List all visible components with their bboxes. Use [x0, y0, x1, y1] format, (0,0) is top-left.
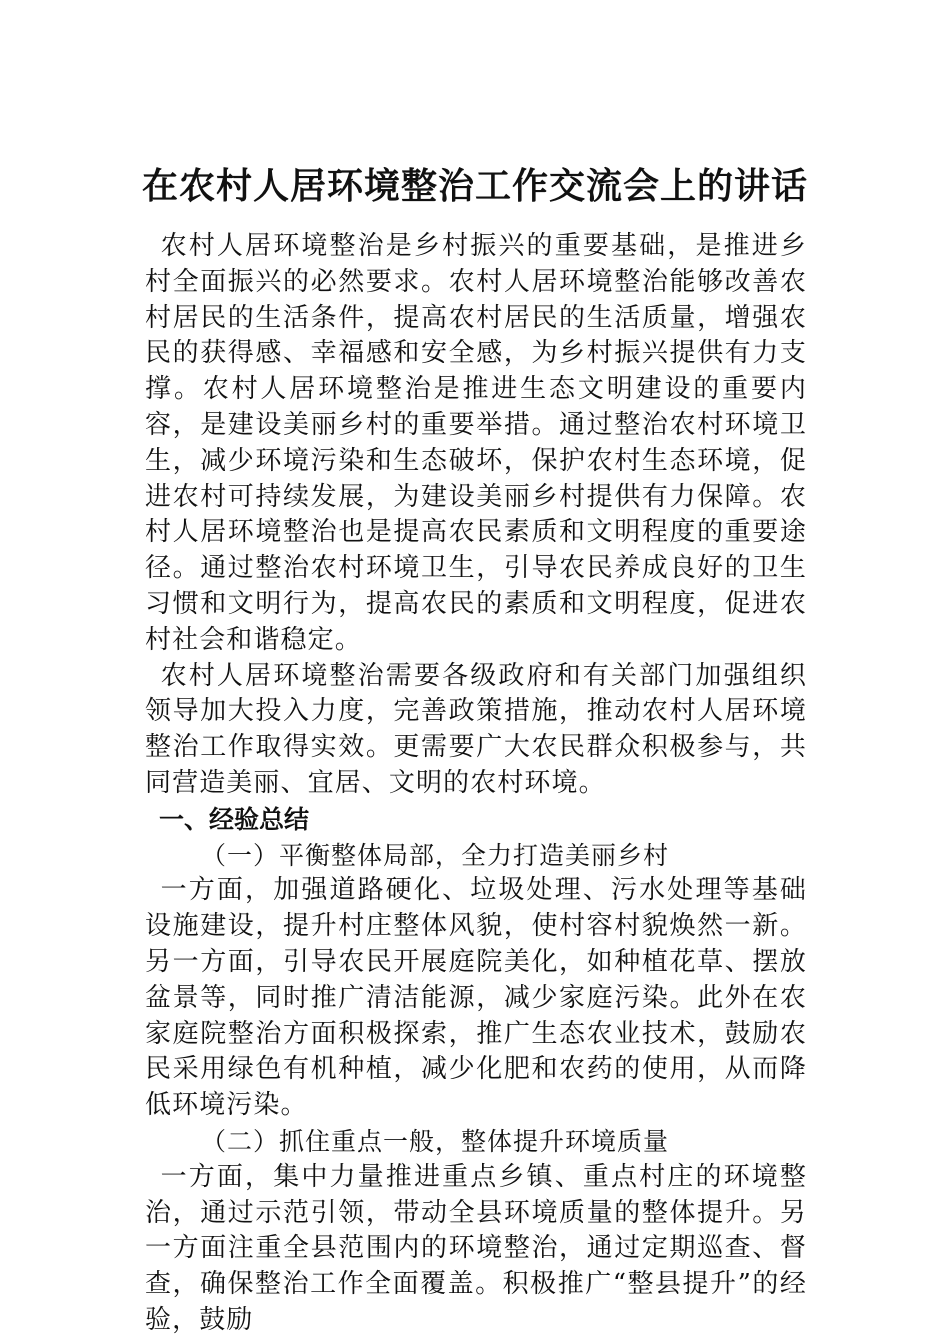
paragraph-subsection-2: 一方面，集中力量推进重点乡镇、重点村庄的环境整治，通过示范引领，带动全县环境质量的整体提升。另一方面注重全县范围内的环境整治，通过定期巡查、督查，确保整治工作全面覆盖。积极推广“整县提升”的经验，鼓励 [145, 1161, 807, 1335]
document-body [145, 229, 807, 1339]
subsection-heading-1: （一）平衡整体局部，全力打造美丽乡村 [201, 840, 670, 870]
subsection-heading-2: （二）抓住重点一般，整体提升环境质量 [201, 1126, 670, 1156]
page-title: 在农村人居环境整治工作交流会上的讲话 [141, 165, 808, 207]
section-heading-experience: 一、经验总结 [159, 804, 310, 834]
paragraph-requirements: 农村人居环境整治需要各级政府和有关部门加强组织领导加大投入力度，完善政策措施，推动农村人居环境整治工作取得实效。更需要广大农民群众积极参与，共同营造美丽、宜居、文明的农村环境。 [145, 660, 807, 798]
paragraph-intro: 农村人居环境整治是乡村振兴的重要基础，是推进乡村全面振兴的必然要求。农村人居环境整治能够改善农村居民的生活条件，提高农村居民的生活质量，增强农民的获得感、幸福感和安全感，为乡村振兴提供有力支撑。农村人居环境整治是推进生态文明建设的重要内容，是建设美丽乡村的重要举措。通过整治农村环境卫生，减少环境污染和生态破坏，保护农村生态环境，促进农村可持续发展，为建设美丽乡村提供有力保障。农村人居环境整治也是提高农民素质和文明程度的重要途径。通过整治农村环境卫生，引导农民养成良好的卫生习惯和文明行为，提高农民的素质和文明程度，促进农村社会和谐稳定。 [145, 231, 807, 655]
paragraph-subsection-1: 一方面，加强道路硬化、垃圾处理、污水处理等基础设施建设，提升村庄整体风貌，使村容村貌焕然一新。另一方面，引导农民开展庭院美化，如种植花草、摆放盆景等，同时推广清洁能源，减少家庭污染。此外在农家庭院整治方面积极探索，推广生态农业技术，鼓励农民采用绿色有机种植，减少化肥和农药的使用，从而降低环境污染。 [145, 875, 807, 1121]
